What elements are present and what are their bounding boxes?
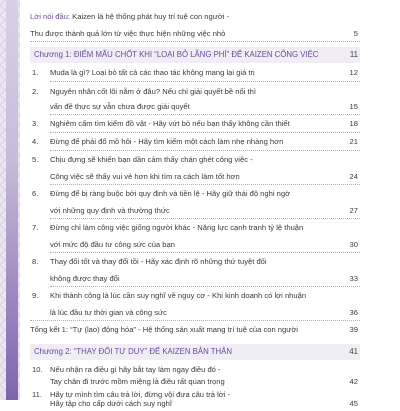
divider [50, 252, 360, 253]
left-gradient-bar [6, 0, 18, 400]
chapter-1-heading [30, 47, 360, 63]
entry-title: Đừng để bị ràng buộc bởi quy định và tiền lệ - Hãy giữ thái độ nghi ngờ [50, 189, 291, 198]
entry-title-cont: với những quy định và thường thức [50, 206, 170, 215]
entry-number: 9. [32, 291, 39, 300]
entry-title: Hãy tự mình tìm câu trả lời, đừng vội đưa câu trả lời - [50, 390, 231, 399]
toc-entry-8-cont [30, 272, 360, 286]
toc-entry-9 [30, 289, 360, 303]
intro-label: Lời nói đầu: [30, 12, 71, 21]
table-of-contents [30, 0, 360, 408]
toc-entry-11-cont [30, 397, 360, 408]
entry-title-cont: là lúc đầu tư thời gian và công sức [50, 308, 167, 317]
entry-page: 45 [349, 399, 358, 408]
entry-page: 33 [349, 274, 358, 283]
entry-number: 6. [32, 189, 39, 198]
toc-entry-10-cont [30, 375, 360, 389]
entry-title-cont: không được thay đổi [50, 274, 120, 283]
entry-page: 30 [349, 240, 358, 249]
entry-number: 3. [32, 119, 39, 128]
entry-page: 21 [349, 137, 358, 146]
intro-line-2 [30, 27, 360, 41]
entry-page: 27 [349, 206, 358, 215]
entry-page: 24 [349, 172, 358, 181]
entry-number: 8. [32, 257, 39, 266]
entry-number: 2. [32, 87, 39, 96]
chapter-2-page: 41 [349, 347, 358, 356]
entry-number: 11. [32, 390, 42, 399]
entry-title: Thay đổi tốt và thay đổi tồi - Hãy xác định rõ những thứ tuyệt đối [50, 257, 267, 266]
entry-number: 7. [32, 223, 39, 232]
toc-entry-6 [30, 187, 360, 201]
toc-entry-2 [30, 85, 360, 99]
toc-entry-3 [30, 117, 360, 131]
toc-entry-7-cont [30, 238, 360, 252]
entry-title-cont: Tay chân đi trước mồm miệng là điều rất quan trọng [50, 377, 225, 386]
divider [50, 218, 360, 219]
intro-text-1: Kaizen là hệ thống phát huy trí tuệ con người - [72, 12, 230, 21]
divider [50, 150, 360, 151]
divider [30, 41, 360, 42]
chapter-1-page: 11 [349, 50, 358, 59]
summary-1-page: 39 [349, 325, 358, 334]
entry-title: Muda là gì? Loại bỏ tất cả các thao tác không mang lại giá trị [50, 68, 255, 77]
entry-title: Đừng để phải đổ mồ hôi - Hãy tìm kiếm một cách làm nhẹ nhàng hơn [50, 137, 284, 146]
entry-number: 1. [32, 68, 39, 77]
divider [50, 286, 360, 287]
toc-entry-1 [30, 66, 360, 80]
entry-page: 15 [349, 102, 358, 111]
summary-1 [30, 323, 360, 337]
chapter-2-label: Chương 2: [34, 347, 72, 356]
divider [50, 114, 360, 115]
entry-title: Đừng chỉ làm công việc giống người khác - Năng lực cạnh tranh tỷ lệ thuận [50, 223, 304, 232]
entry-title-cont: Công việc sẽ thấy vui vẻ hơn khi tìm ra cách làm tốt hơn [50, 172, 240, 181]
divider [30, 320, 360, 321]
entry-page: 18 [349, 119, 358, 128]
divider [50, 132, 360, 133]
entry-title: Nguyên nhân cốt lõi nằm ở đâu? Nếu chỉ giải quyết bề nổi thì [50, 87, 256, 96]
entry-page: 42 [349, 377, 358, 386]
toc-entry-9-cont [30, 306, 360, 320]
divider [50, 184, 360, 185]
chapter-2-heading [30, 344, 360, 360]
toc-entry-6-cont [30, 204, 360, 218]
summary-1-text: Tổng kết 1: “Tự (lao) động hóa” - Hệ thống sản xuất mang trí tuệ của con người [30, 325, 298, 334]
entry-title-cont: với mức độ đầu tư công sức của bạn [50, 240, 175, 249]
intro-page: 5 [353, 29, 358, 38]
chapter-1-title: ĐIỂM MẤU CHỐT KHI “LOẠI BỎ LÃNG PHÍ” ĐỂ KAIZEN CÔNG VIỆC [73, 50, 319, 59]
toc-entry-7 [30, 221, 360, 235]
toc-entry-4 [30, 135, 360, 149]
intro-text-2: Thu được thành quả lớn từ việc thực hiện những việc nhỏ [30, 29, 226, 38]
entry-title: Nếu nhận ra điều gì hãy bắt tay làm ngay điều đó - [50, 365, 221, 374]
entry-title: Chịu đựng sẽ khiến bạn dần cảm thấy chán ghét công việc - [50, 155, 253, 164]
entry-title: Khi thành công là lúc cần suy nghĩ về nguy cơ - Khi kinh doanh có lợi nhuận [50, 291, 307, 300]
entry-number: 10. [32, 365, 43, 374]
entry-title: Nghiêm cấm tìm kiếm đồ vật - Hãy vứt bỏ nếu bạn thấy không cần thiết [50, 119, 290, 128]
toc-entry-5-cont [30, 170, 360, 184]
chapter-2-title: “THAY ĐỔI TƯ DUY” ĐỂ KAIZEN BẢN THÂN [73, 347, 232, 356]
entry-page: 12 [349, 68, 358, 77]
entry-title-cont: Hãy tập cho cấp dưới cách suy nghĩ [50, 399, 172, 408]
chapter-1-label: Chương 1: [34, 50, 72, 59]
entry-page: 36 [349, 308, 358, 317]
entry-title-cont: vấn đề thực sự vẫn chưa được giải quyết [50, 102, 190, 111]
entry-number: 4. [32, 137, 39, 146]
entry-number: 5. [32, 155, 39, 164]
left-decorative-band [0, 0, 20, 400]
toc-entry-2-cont [30, 100, 360, 114]
intro-line-1 [30, 10, 360, 24]
toc-entry-5 [30, 153, 360, 167]
toc-entry-8 [30, 255, 360, 269]
divider [50, 81, 360, 82]
